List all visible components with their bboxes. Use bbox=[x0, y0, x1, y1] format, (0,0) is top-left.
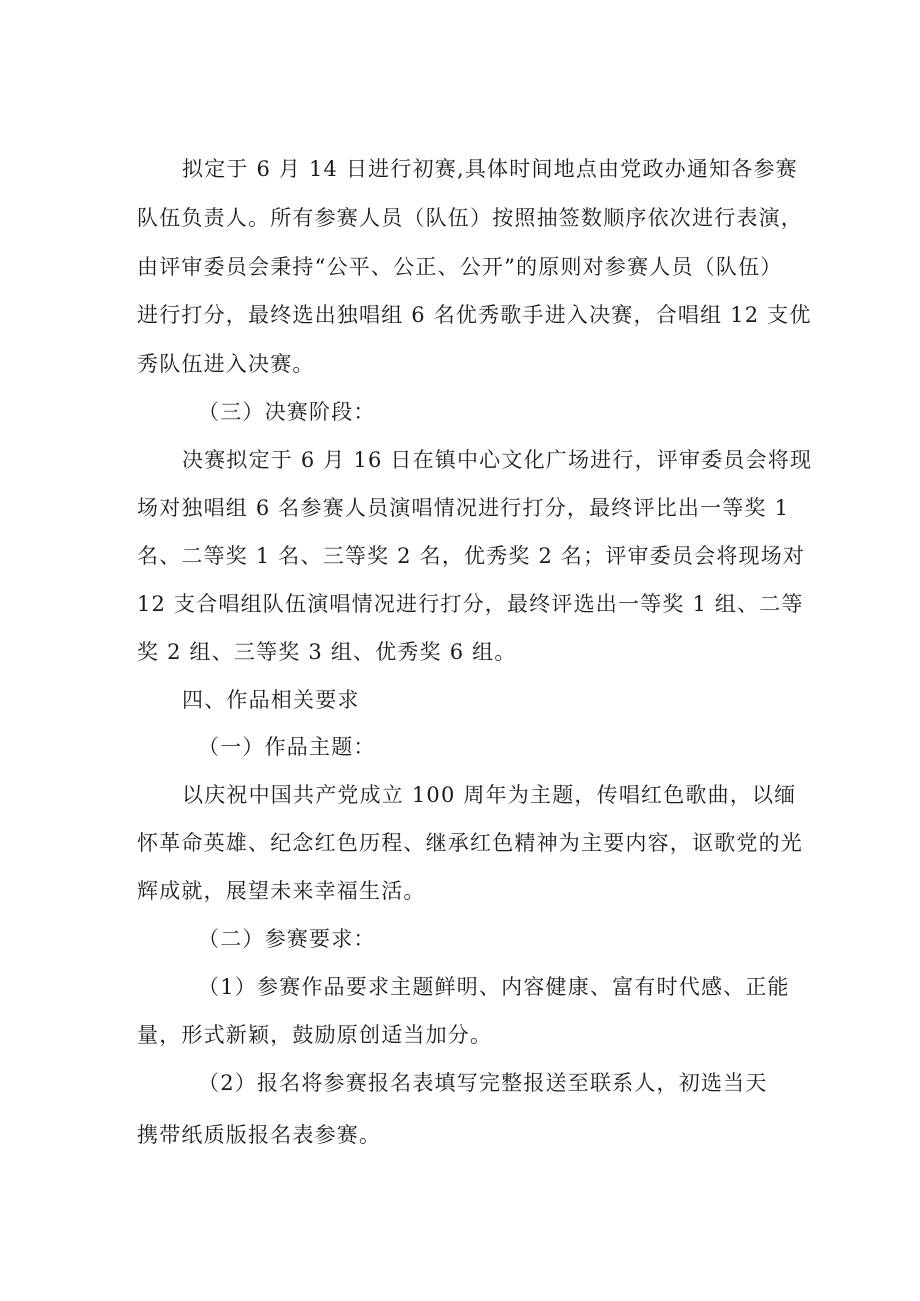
subheading-work-theme: （一）作品主题： bbox=[198, 735, 376, 759]
subheading-final-stage: （三）决赛阶段： bbox=[198, 400, 376, 424]
paragraph-theme-line-1: 以庆祝中国共产党成立 100 周年为主题，传唱红色歌曲，以缅 bbox=[182, 783, 797, 807]
requirement-1-line-1: （1）参赛作品要求主题鲜明、内容健康、富有时代感、正能 bbox=[198, 975, 790, 999]
paragraph-prelim-line-5: 秀队伍进入决赛。 bbox=[137, 352, 315, 376]
paragraph-prelim-line-1: 拟定于 6 月 14 日进行初赛,具体时间地点由党政办通知各参赛 bbox=[182, 157, 798, 181]
paragraph-final-line-4: 12 支合唱组队伍演唱情况进行打分，最终评选出一等奖 1 组、二等 bbox=[137, 592, 804, 616]
paragraph-prelim-line-3: 由评审委员会秉持“公平、公正、公开”的原则对参赛人员（队伍） bbox=[137, 255, 783, 279]
paragraph-theme-line-2: 怀革命英雄、纪念红色历程、继承红色精神为主要内容，讴歌党的光 bbox=[137, 831, 803, 855]
paragraph-final-line-3: 名、二等奖 1 名、三等奖 2 名，优秀奖 2 名；评审委员会将现场对 bbox=[137, 544, 806, 568]
section-heading-work-requirements: 四、作品相关要求 bbox=[182, 688, 360, 712]
requirement-1-line-2: 量，形式新颖，鼓励原创适当加分。 bbox=[137, 1023, 493, 1047]
requirement-2-line-1: （2）报名将参赛报名表填写完整报送至联系人，初选当天 bbox=[198, 1071, 768, 1095]
paragraph-final-line-5: 奖 2 组、三等奖 3 组、优秀奖 6 组。 bbox=[137, 640, 517, 664]
subheading-entry-requirements: （二）参赛要求： bbox=[198, 927, 376, 951]
paragraph-final-line-2: 场对独唱组 6 名参赛人员演唱情况进行打分，最终评比出一等奖 1 bbox=[137, 496, 790, 520]
paragraph-final-line-1: 决赛拟定于 6 月 16 日在镇中心文化广场进行，评审委员会将现 bbox=[182, 448, 813, 472]
paragraph-prelim-line-2: 队伍负责人。所有参赛人员（队伍）按照抽签数顺序依次进行表演， bbox=[137, 206, 803, 230]
requirement-2-line-2: 携带纸质版报名表参赛。 bbox=[137, 1123, 382, 1147]
paragraph-theme-line-3: 辉成就，展望未来幸福生活。 bbox=[137, 879, 426, 903]
paragraph-prelim-line-4: 进行打分，最终选出独唱组 6 名优秀歌手进入决赛，合唱组 12 支优 bbox=[137, 303, 812, 327]
